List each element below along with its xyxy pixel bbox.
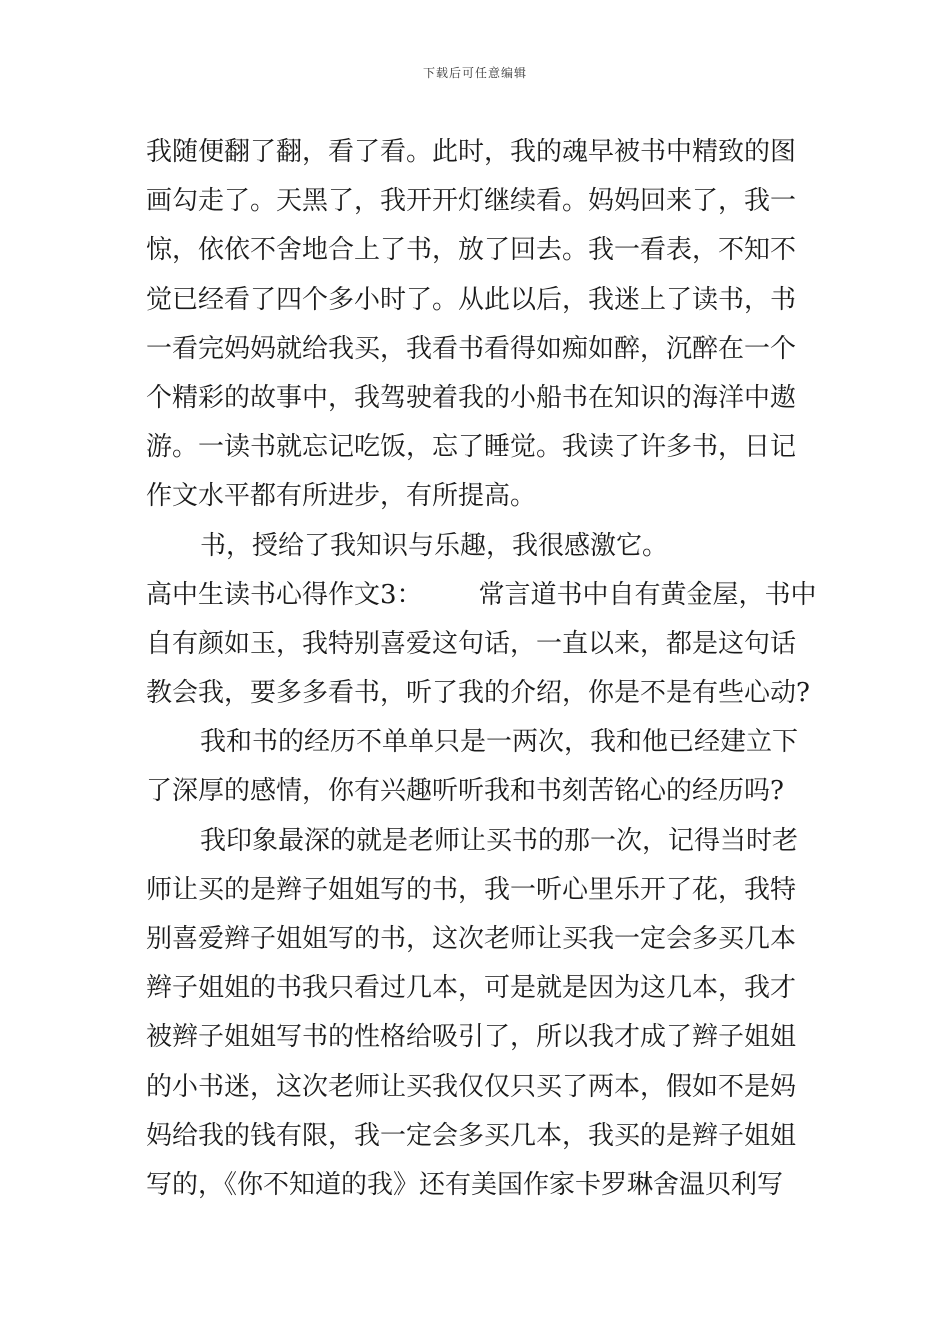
text-line: 个精彩的故事中，我驾驶着我的小船书在知识的海洋中遨: [146, 382, 797, 413]
text-line: 写的，《你不知道的我》还有美国作家卡罗琳舍温贝利写: [146, 1169, 784, 1200]
text-line: 辫子姐姐的书我只看过几本，可是就是因为这几本，我才: [146, 973, 797, 1004]
text-line: 觉已经看了四个多小时了。从此以后，我迷上了读书，书: [146, 284, 797, 315]
text-line: 师让买的是辫子姐姐写的书，我一听心里乐开了花，我特: [146, 874, 797, 905]
text-line: 教会我，要多多看书，听了我的介绍，你是不是有些心动?: [146, 678, 810, 709]
document-body: [146, 128, 816, 1210]
text-line: 惊，依依不舍地合上了书，放了回去。我一看表，不知不: [146, 235, 797, 266]
section-text: 常言道书中自有黄金屋，书中: [478, 579, 817, 610]
text-line: 一看完妈妈就给我买，我看书看得如痴如醉，沉醉在一个: [146, 333, 797, 364]
text-line: 妈给我的钱有限，我一定会多买几本，我买的是辫子姐姐: [146, 1120, 797, 1151]
text-line: 了深厚的感情，你有兴趣听听我和书刻苦铭心的经历吗?: [146, 776, 784, 807]
text-line: 我随便翻了翻，看了看。此时，我的魂早被书中精致的图: [146, 137, 797, 167]
text-line: 作文水平都有所进步，有所提高。: [146, 481, 537, 512]
page-header: 下载后可任意编辑: [422, 66, 527, 80]
text-line: 别喜爱辫子姐姐写的书，这次老师让买我一定会多买几本: [146, 924, 797, 954]
text-line: 自有颜如玉，我特别喜爱这句话，一直以来，都是这句话: [146, 628, 797, 659]
paragraph-line: 我印象最深的就是老师让买书的那一次，记得当时老: [200, 825, 799, 856]
text-line: 画勾走了。天黑了，我开开灯继续看。妈妈回来了，我一: [146, 186, 797, 217]
paragraph-line: 我和书的经历不单单只是一两次，我和他已经建立下: [200, 727, 799, 758]
text-line: 被辫子姐姐写书的性格给吸引了，所以我才成了辫子姐姐: [146, 1022, 797, 1053]
paragraph-line: 书，授给了我知识与乐趣，我很感激它。: [200, 530, 669, 561]
section-heading-line: [146, 571, 816, 620]
text-line: 游。一读书就忘记吃饭，忘了睡觉。我读了许多书，日记: [146, 432, 797, 463]
text-line: 的小书迷，这次老师让买我仅仅只买了两本，假如不是妈: [146, 1071, 797, 1102]
section-heading: 高中生读书心得作文3：: [146, 579, 423, 610]
